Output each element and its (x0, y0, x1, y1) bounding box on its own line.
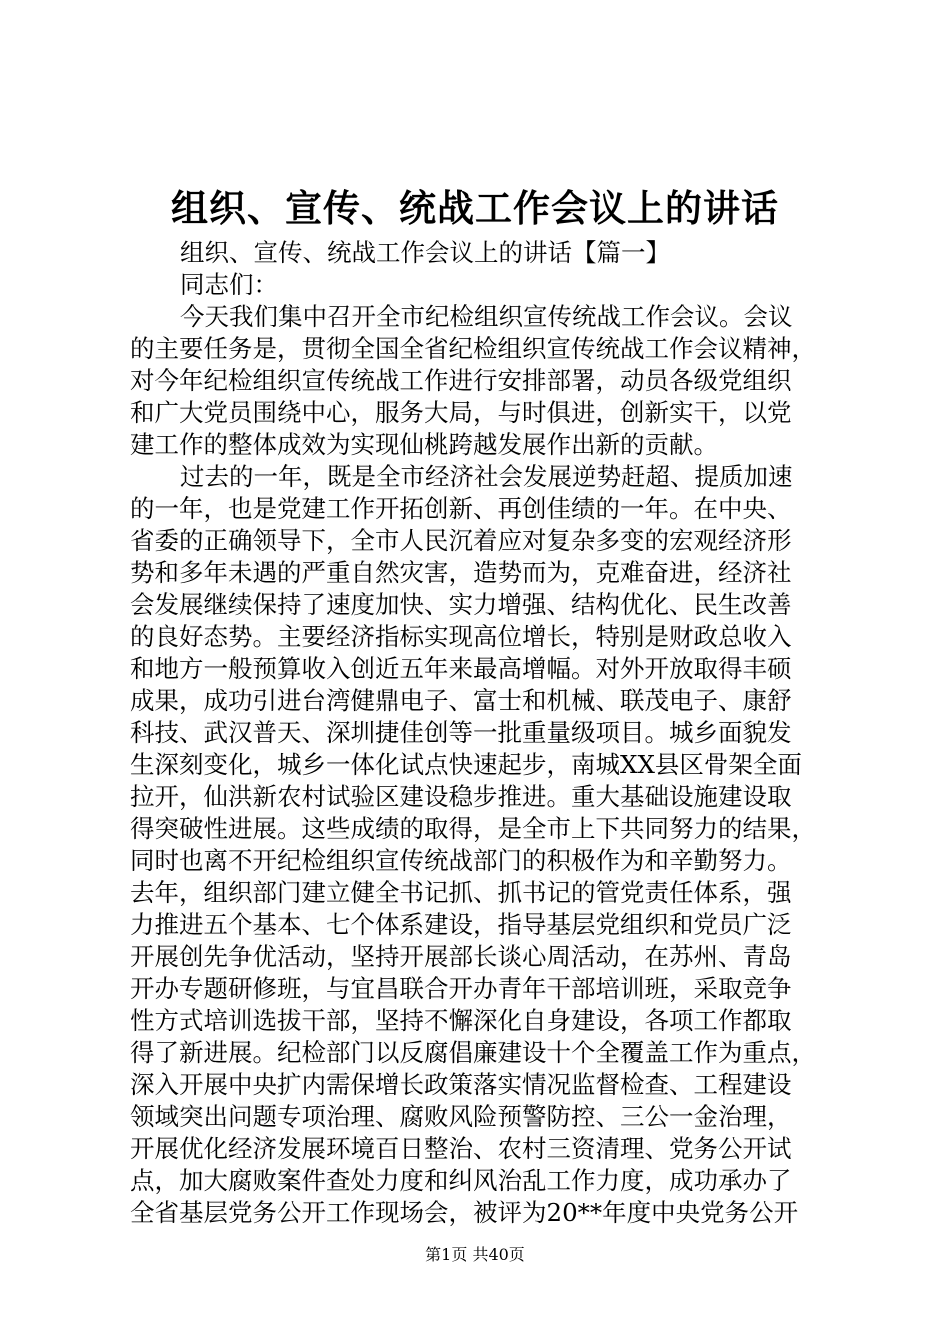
text-line: 生深刻变化，城乡一体化试点快速起步，南城XX县区骨架全面 (130, 750, 802, 779)
text-line: 和地方一般预算收入创近五年来最高增幅。对外开放取得丰硕 (130, 654, 792, 683)
text-line: 开办专题研修班，与宜昌联合开办青年干部培训班，采取竞争 (130, 974, 792, 1003)
text-line: 开展创先争优活动，坚持开展部长谈心周活动，在苏州、青岛 (130, 942, 792, 971)
text-line: 科技、武汉普天、深圳捷佳创等一批重量级项目。城乡面貌发 (130, 718, 792, 747)
text-line: 过去的一年，既是全市经济社会发展逆势赶超、提质加速 (180, 462, 793, 491)
text-line: 得了新进展。纪检部门以反腐倡廉建设十个全覆盖工作为重点， (130, 1038, 816, 1067)
text-line: 全省基层党务公开工作现场会，被评为20**年度中央党务公开 (130, 1198, 799, 1227)
text-line: 成果，成功引进台湾健鼎电子、富士和机械、联茂电子、康舒 (130, 686, 792, 715)
page-number-footer: 第1页 共40页 (425, 1245, 525, 1264)
text-line: 今天我们集中召开全市纪检组织宣传统战工作会议。会议 (180, 302, 793, 331)
text-line: 深入开展中央扩内需保增长政策落实情况监督检查、工程建设 (130, 1070, 792, 1099)
text-line: 省委的正确领导下，全市人民沉着应对复杂多变的宏观经济形 (130, 526, 792, 555)
text-line: 开展优化经济发展环境百日整治、农村三资清理、党务公开试 (130, 1134, 792, 1163)
text-line: 的一年，也是党建工作开拓创新、再创佳绩的一年。在中央、 (130, 494, 792, 523)
subtitle-line: 组织、宣传、统战工作会议上的讲话【篇一】 (180, 238, 670, 267)
text-line: 对今年纪检组织宣传统战工作进行安排部署，动员各级党组织 (130, 366, 792, 395)
text-line: 力推进五个基本、七个体系建设，指导基层党组织和党员广泛 (130, 910, 792, 939)
text-line: 的主要任务是，贯彻全国全省纪检组织宣传统战工作会议精神， (130, 334, 816, 363)
text-line: 和广大党员围绕中心，服务大局，与时俱进，创新实干，以党 (130, 398, 792, 427)
text-line: 的良好态势。主要经济指标实现高位增长，特别是财政总收入 (130, 622, 792, 651)
text-line: 同时也离不开纪检组织宣传统战部门的积极作为和辛勤努力。 (130, 846, 792, 875)
text-line: 性方式培训选拔干部，坚持不懈深化自身建设，各项工作都取 (130, 1006, 792, 1035)
text-line: 点，加大腐败案件查处力度和纠风治乱工作力度，成功承办了 (130, 1166, 792, 1195)
text-line: 领域突出问题专项治理、腐败风险预警防控、三公一金治理， (130, 1102, 792, 1131)
text-line: 建工作的整体成效为实现仙桃跨越发展作出新的贡献。 (130, 430, 718, 459)
text-line: 去年，组织部门建立健全书记抓、抓书记的管党责任体系，强 (130, 878, 792, 907)
text-line: 得突破性进展。这些成绩的取得，是全市上下共同努力的结果， (130, 814, 816, 843)
text-line: 会发展继续保持了速度加快、实力增强、结构优化、民生改善 (130, 590, 792, 619)
text-line: 势和多年未遇的严重自然灾害，造势而为，克难奋进，经济社 (130, 558, 792, 587)
salutation-line: 同志们： (180, 270, 278, 299)
document-title: 组织、宣传、统战工作会议上的讲话 (171, 186, 779, 230)
text-line: 拉开，仙洪新农村试验区建设稳步推进。重大基础设施建设取 (130, 782, 792, 811)
